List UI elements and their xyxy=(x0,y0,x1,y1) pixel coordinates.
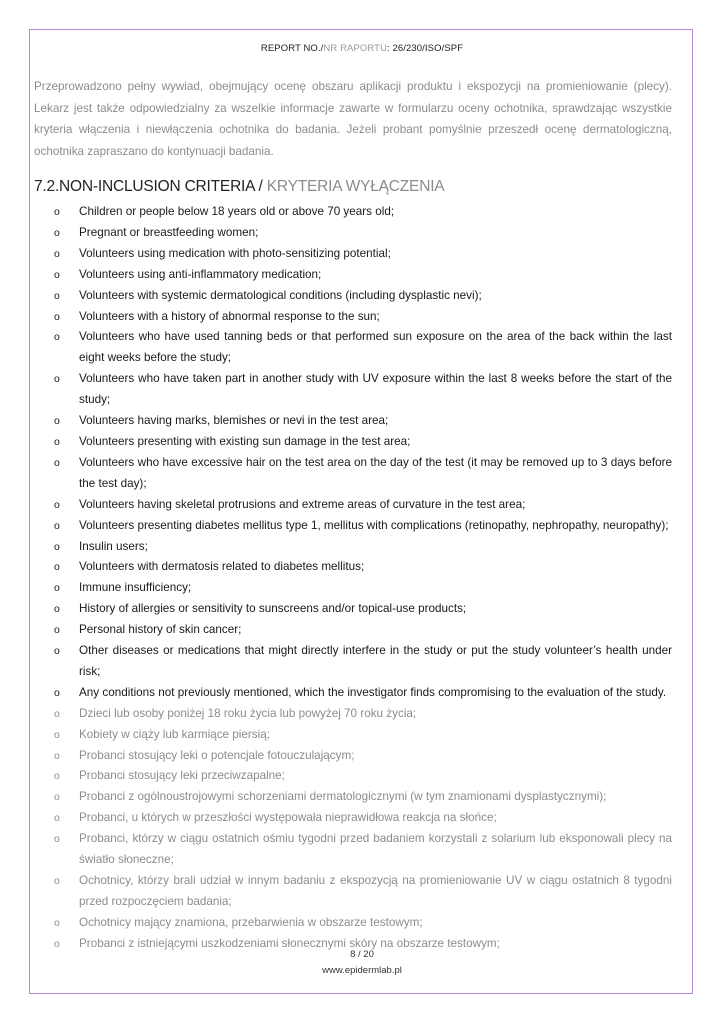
criteria-item xyxy=(34,620,672,641)
bullet-marker: o xyxy=(54,833,60,846)
criteria-item xyxy=(34,495,672,516)
section-separator: / xyxy=(254,178,267,195)
criteria-text: Dzieci lub osoby poniżej 18 roku życia lub powyżej 70 roku życia; xyxy=(79,706,417,720)
bullet-marker: o xyxy=(54,937,60,950)
criteria-text: Volunteers presenting diabetes mellitus type 1, mellitus with complications (retinopathy, nephropathy, neuropathy); xyxy=(79,518,669,532)
criteria-item xyxy=(34,871,672,913)
criteria-item xyxy=(34,537,672,558)
criteria-text: Ochotnicy, którzy brali udział w innym badaniu z ekspozycją na promieniowanie UV w ciągu ostatnich 8 tygodni przed rozpoczęciem badania; xyxy=(79,874,672,908)
criteria-item xyxy=(34,599,672,620)
bullet-marker: o xyxy=(54,707,60,720)
criteria-text: Volunteers having skeletal protrusions and extreme areas of curvature in the test area; xyxy=(79,497,526,511)
bullet-marker: o xyxy=(54,226,60,239)
criteria-item xyxy=(34,557,672,578)
bullet-marker: o xyxy=(54,812,60,825)
bullet-marker: o xyxy=(54,331,60,344)
bullet-marker: o xyxy=(54,624,60,637)
bullet-marker: o xyxy=(54,268,60,281)
section-heading xyxy=(34,178,444,196)
criteria-text: Volunteers with systemic dermatological conditions (including dysplastic nevi); xyxy=(79,288,482,302)
bullet-marker: o xyxy=(54,582,60,595)
bullet-marker: o xyxy=(54,603,60,616)
criteria-text: Volunteers using medication with photo-sensitizing potential; xyxy=(79,246,391,260)
criteria-text: Insulin users; xyxy=(79,539,148,553)
criteria-item xyxy=(34,307,672,328)
bullet-marker: o xyxy=(54,373,60,386)
bullet-marker: o xyxy=(54,728,60,741)
bullet-marker: o xyxy=(54,686,60,699)
report-header xyxy=(0,43,724,54)
section-title-pl: KRYTERIA WYŁĄCZENIA xyxy=(266,178,445,195)
criteria-text: History of allergies or sensitivity to sunscreens and/or topical-use products; xyxy=(79,602,467,616)
criteria-item xyxy=(34,641,672,683)
criteria-item xyxy=(34,725,672,746)
criteria-item xyxy=(34,265,672,286)
bullet-marker: o xyxy=(54,770,60,783)
criteria-item xyxy=(34,787,672,808)
intro-paragraph: Przeprowadzono pełny wywiad, obejmujący ocenę obszaru aplikacji produktu i ekspozycji na promieniowanie (plecy). Lekarz jest także odpowiedzialny za wszelkie informacje zawarte w formularzu oceny ochotnika, sprawdzając wszystkie kryteria włączenia i niewłączenia ochotnika do badania. Jeżeli probant pomyślnie przeszedł ocenę dermatologiczną, ochotnika zapraszano do kontynuacji badania. xyxy=(34,80,672,159)
criteria-text: Probanci stosujący leki przeciwzapalne; xyxy=(79,769,285,783)
criteria-text: Volunteers with a history of abnormal response to the sun; xyxy=(79,309,380,323)
criteria-text: Probanci, u których w przeszłości występowała nieprawidłowa reakcja na słońce; xyxy=(79,811,497,825)
criteria-item xyxy=(34,453,672,495)
criteria-item xyxy=(34,411,672,432)
report-label-pl: NR RAPORTU xyxy=(323,43,388,54)
bullet-marker: o xyxy=(54,289,60,302)
bullet-marker: o xyxy=(54,561,60,574)
criteria-text: Probanci z ogólnoustrojowymi schorzeniami dermatologicznymi (w tym znamionami dysplastycznymi); xyxy=(79,790,607,804)
criteria-item xyxy=(34,913,672,934)
bullet-marker: o xyxy=(54,645,60,658)
criteria-text: Children or people below 18 years old or above 70 years old; xyxy=(79,205,395,218)
criteria-text: Pregnant or breastfeeding women; xyxy=(79,225,259,239)
criteria-text: Volunteers having marks, blemishes or nevi in the test area; xyxy=(79,414,389,428)
bullet-marker: o xyxy=(54,206,60,218)
criteria-item xyxy=(34,766,672,787)
website-url: www.epidermlab.pl xyxy=(322,965,402,976)
criteria-text: Volunteers who have used tanning beds or that performed sun exposure on the area of the back within the last eight weeks before the study; xyxy=(79,330,672,365)
bullet-marker: o xyxy=(54,519,60,532)
criteria-item xyxy=(34,202,672,223)
bullet-marker: o xyxy=(54,791,60,804)
criteria-text: Any conditions not previously mentioned, which the investigator finds compromising to the evaluation of the study. xyxy=(79,685,667,699)
criteria-text: Volunteers who have taken part in another study with UV exposure within the last 8 weeks before the start of the study; xyxy=(79,372,672,407)
bullet-marker: o xyxy=(54,875,60,887)
criteria-item xyxy=(34,683,672,704)
criteria-list xyxy=(34,202,672,955)
bullet-marker: o xyxy=(54,310,60,323)
criteria-text: Ochotnicy mający znamiona, przebarwienia w obszarze testowym; xyxy=(79,915,423,929)
bullet-marker: o xyxy=(54,916,60,929)
criteria-item xyxy=(34,327,672,369)
bullet-marker: o xyxy=(54,247,60,260)
criteria-text: Probanci, którzy w ciągu ostatnich ośmiu tygodni przed badaniem korzystali z solarium lub eksponowali plecy na światło słoneczne; xyxy=(79,832,672,867)
report-label-en: REPORT NO./ xyxy=(260,43,324,54)
criteria-text: Personal history of skin cancer; xyxy=(79,623,242,637)
criteria-text: Probanci z istniejącymi uszkodzeniami słonecznymi skóry na obszarze testowym; xyxy=(79,936,500,950)
criteria-text: Volunteers using anti-inflammatory medication; xyxy=(79,267,322,281)
report-number: : 26/230/ISO/SPF xyxy=(387,43,464,54)
criteria-text: Volunteers who have excessive hair on the test area on the day of the test (it may be removed up to 3 days before the test day); xyxy=(79,455,672,490)
criteria-item xyxy=(34,808,672,829)
criteria-text: Probanci stosujący leki o potencjale fotouczulającym; xyxy=(79,748,355,762)
criteria-item xyxy=(34,704,672,725)
bullet-marker: o xyxy=(54,456,60,469)
bullet-marker: o xyxy=(54,540,60,553)
criteria-text: Volunteers with dermatosis related to diabetes mellitus; xyxy=(79,560,365,574)
criteria-item xyxy=(34,432,672,453)
criteria-item xyxy=(34,223,672,244)
criteria-item xyxy=(34,516,672,537)
bullet-marker: o xyxy=(54,435,60,448)
bullet-marker: o xyxy=(54,749,60,762)
criteria-text: Other diseases or medications that might directly interfere in the study or put the study volunteer’s health under risk; xyxy=(79,644,672,678)
criteria-text: Kobiety w ciąży lub karmiące piersią; xyxy=(79,727,270,741)
criteria-item xyxy=(34,244,672,265)
section-title-en: 7.2.NON-INCLUSION CRITERIA xyxy=(34,178,255,195)
criteria-text: Volunteers presenting with existing sun damage in the test area; xyxy=(79,434,411,448)
criteria-item xyxy=(34,369,672,411)
criteria-item xyxy=(34,746,672,767)
bullet-marker: o xyxy=(54,415,60,428)
criteria-item xyxy=(34,829,672,871)
bullet-marker: o xyxy=(54,498,60,511)
criteria-item xyxy=(34,578,672,599)
criteria-text: Immune insufficiency; xyxy=(79,581,192,595)
page-number: 8 / 20 xyxy=(350,949,374,960)
criteria-item xyxy=(34,286,672,307)
